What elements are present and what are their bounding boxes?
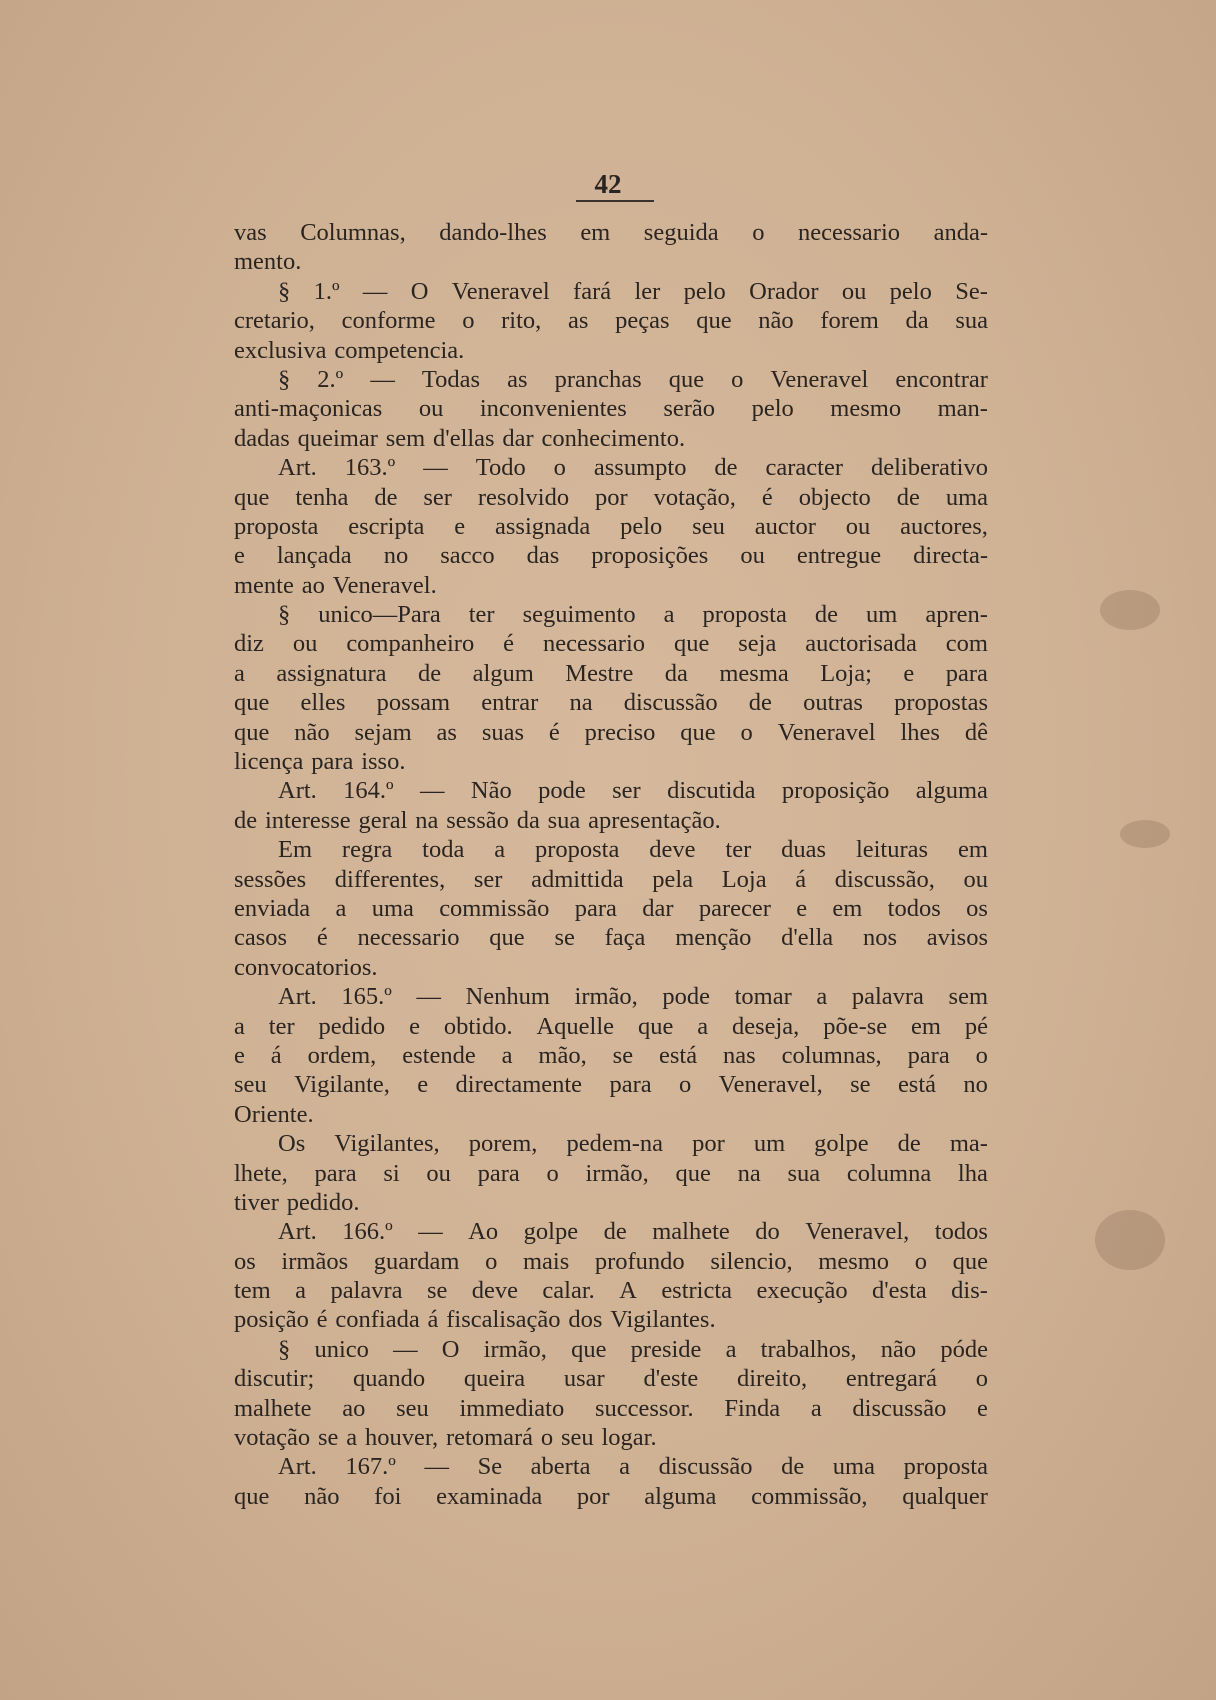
text-line: que não foi examinada por alguma commissão, qualquer bbox=[234, 1482, 988, 1510]
text-line: § 2.º — Todas as pranchas que o Veneravel encontrar bbox=[278, 365, 988, 393]
text-line: diz ou companheiro é necessario que seja auctorisada com bbox=[234, 630, 988, 658]
text-line: licença para isso. bbox=[234, 748, 406, 776]
text-line: exclusiva competencia. bbox=[234, 336, 465, 364]
text-line: que tenha de ser resolvido por votação, é objecto de uma bbox=[234, 483, 988, 511]
paper-stain bbox=[1120, 820, 1170, 848]
text-line: dadas queimar sem d'ellas dar conhecimento. bbox=[234, 424, 686, 452]
text-line: vas Columnas, dando-lhes em seguida o necessario anda- bbox=[234, 219, 988, 246]
text-line: § 1.º — O Veneravel fará ler pelo Orador ou pelo Se- bbox=[278, 277, 988, 305]
text-line: votação se a houver, retomará o seu logar. bbox=[234, 1424, 657, 1452]
text-line: cretario, conforme o rito, as peças que não forem da sua bbox=[234, 307, 988, 335]
text-line: que não sejam as suas é preciso que o Veneravel lhes dê bbox=[234, 718, 988, 746]
text-line: § unico — O irmão, que preside a trabalhos, não póde bbox=[278, 1335, 988, 1363]
text-line: § unico—Para ter seguimento a proposta de um apren- bbox=[278, 601, 988, 629]
text-line: enviada a uma commissão para dar parecer e em todos os bbox=[234, 894, 988, 922]
text-line: Em regra toda a proposta deve ter duas leituras em bbox=[278, 836, 988, 864]
text-line: lhete, para si ou para o irmão, que na sua columna lha bbox=[234, 1159, 988, 1187]
body-text bbox=[234, 218, 988, 1511]
text-line: que elles possam entrar na discussão de outras propostas bbox=[234, 689, 988, 717]
text-line: tiver pedido. bbox=[234, 1188, 360, 1216]
text-line: os irmãos guardam o mais profundo silencio, mesmo o que bbox=[234, 1247, 988, 1275]
text-line: casos é necessario que se faça menção d'ella nos avisos bbox=[234, 924, 988, 952]
text-line: tem a palavra se deve calar. A estricta execução d'esta dis- bbox=[234, 1277, 988, 1305]
page-number-rule bbox=[576, 200, 654, 202]
text-line: discutir; quando queira usar d'este direito, entregará o bbox=[234, 1365, 988, 1393]
text-line: Os Vigilantes, porem, pedem-na por um golpe de ma- bbox=[278, 1130, 988, 1158]
text-line: de interesse geral na sessão da sua apresentação. bbox=[234, 806, 721, 834]
text-line: Oriente. bbox=[234, 1100, 314, 1128]
text-line: malhete ao seu immediato successor. Finda a discussão e bbox=[234, 1394, 988, 1422]
text-line: seu Vigilante, e directamente para o Veneravel, se está no bbox=[234, 1071, 988, 1099]
text-line: Art. 167.º — Se aberta a discussão de uma proposta bbox=[278, 1453, 988, 1481]
text-line: anti-maçonicas ou inconvenientes serão pelo mesmo man- bbox=[234, 395, 988, 423]
text-line: proposta escripta e assignada pelo seu auctor ou auctores, bbox=[234, 512, 988, 540]
text-line: mente ao Veneravel. bbox=[234, 571, 437, 599]
text-line: e á ordem, estende a mão, se está nas columnas, para o bbox=[234, 1041, 988, 1069]
text-line: Art. 166.º — Ao golpe de malhete do Veneravel, todos bbox=[278, 1218, 988, 1246]
text-line: a ter pedido e obtido. Aquelle que a deseja, põe-se em pé bbox=[234, 1012, 988, 1040]
paper-stain bbox=[1095, 1210, 1165, 1270]
paper-stain bbox=[1100, 590, 1160, 630]
text-line: a assignatura de algum Mestre da mesma Loja; e para bbox=[234, 659, 988, 687]
text-line: Art. 165.º — Nenhum irmão, pode tomar a palavra sem bbox=[278, 983, 988, 1011]
text-line: Art. 164.º — Não pode ser discutida proposição alguma bbox=[278, 777, 988, 805]
text-line: convocatorios. bbox=[234, 953, 378, 981]
text-line: posição é confiada á fiscalisação dos Vigilantes. bbox=[234, 1306, 716, 1334]
text-line: Art. 163.º — Todo o assumpto de caracter deliberativo bbox=[278, 454, 988, 482]
text-line: sessões differentes, ser admittida pela Loja á discussão, ou bbox=[234, 865, 988, 893]
page-number: 42 bbox=[594, 169, 622, 199]
text-line: e lançada no sacco das proposições ou entregue directa- bbox=[234, 542, 988, 570]
text-line: mento. bbox=[234, 248, 302, 276]
